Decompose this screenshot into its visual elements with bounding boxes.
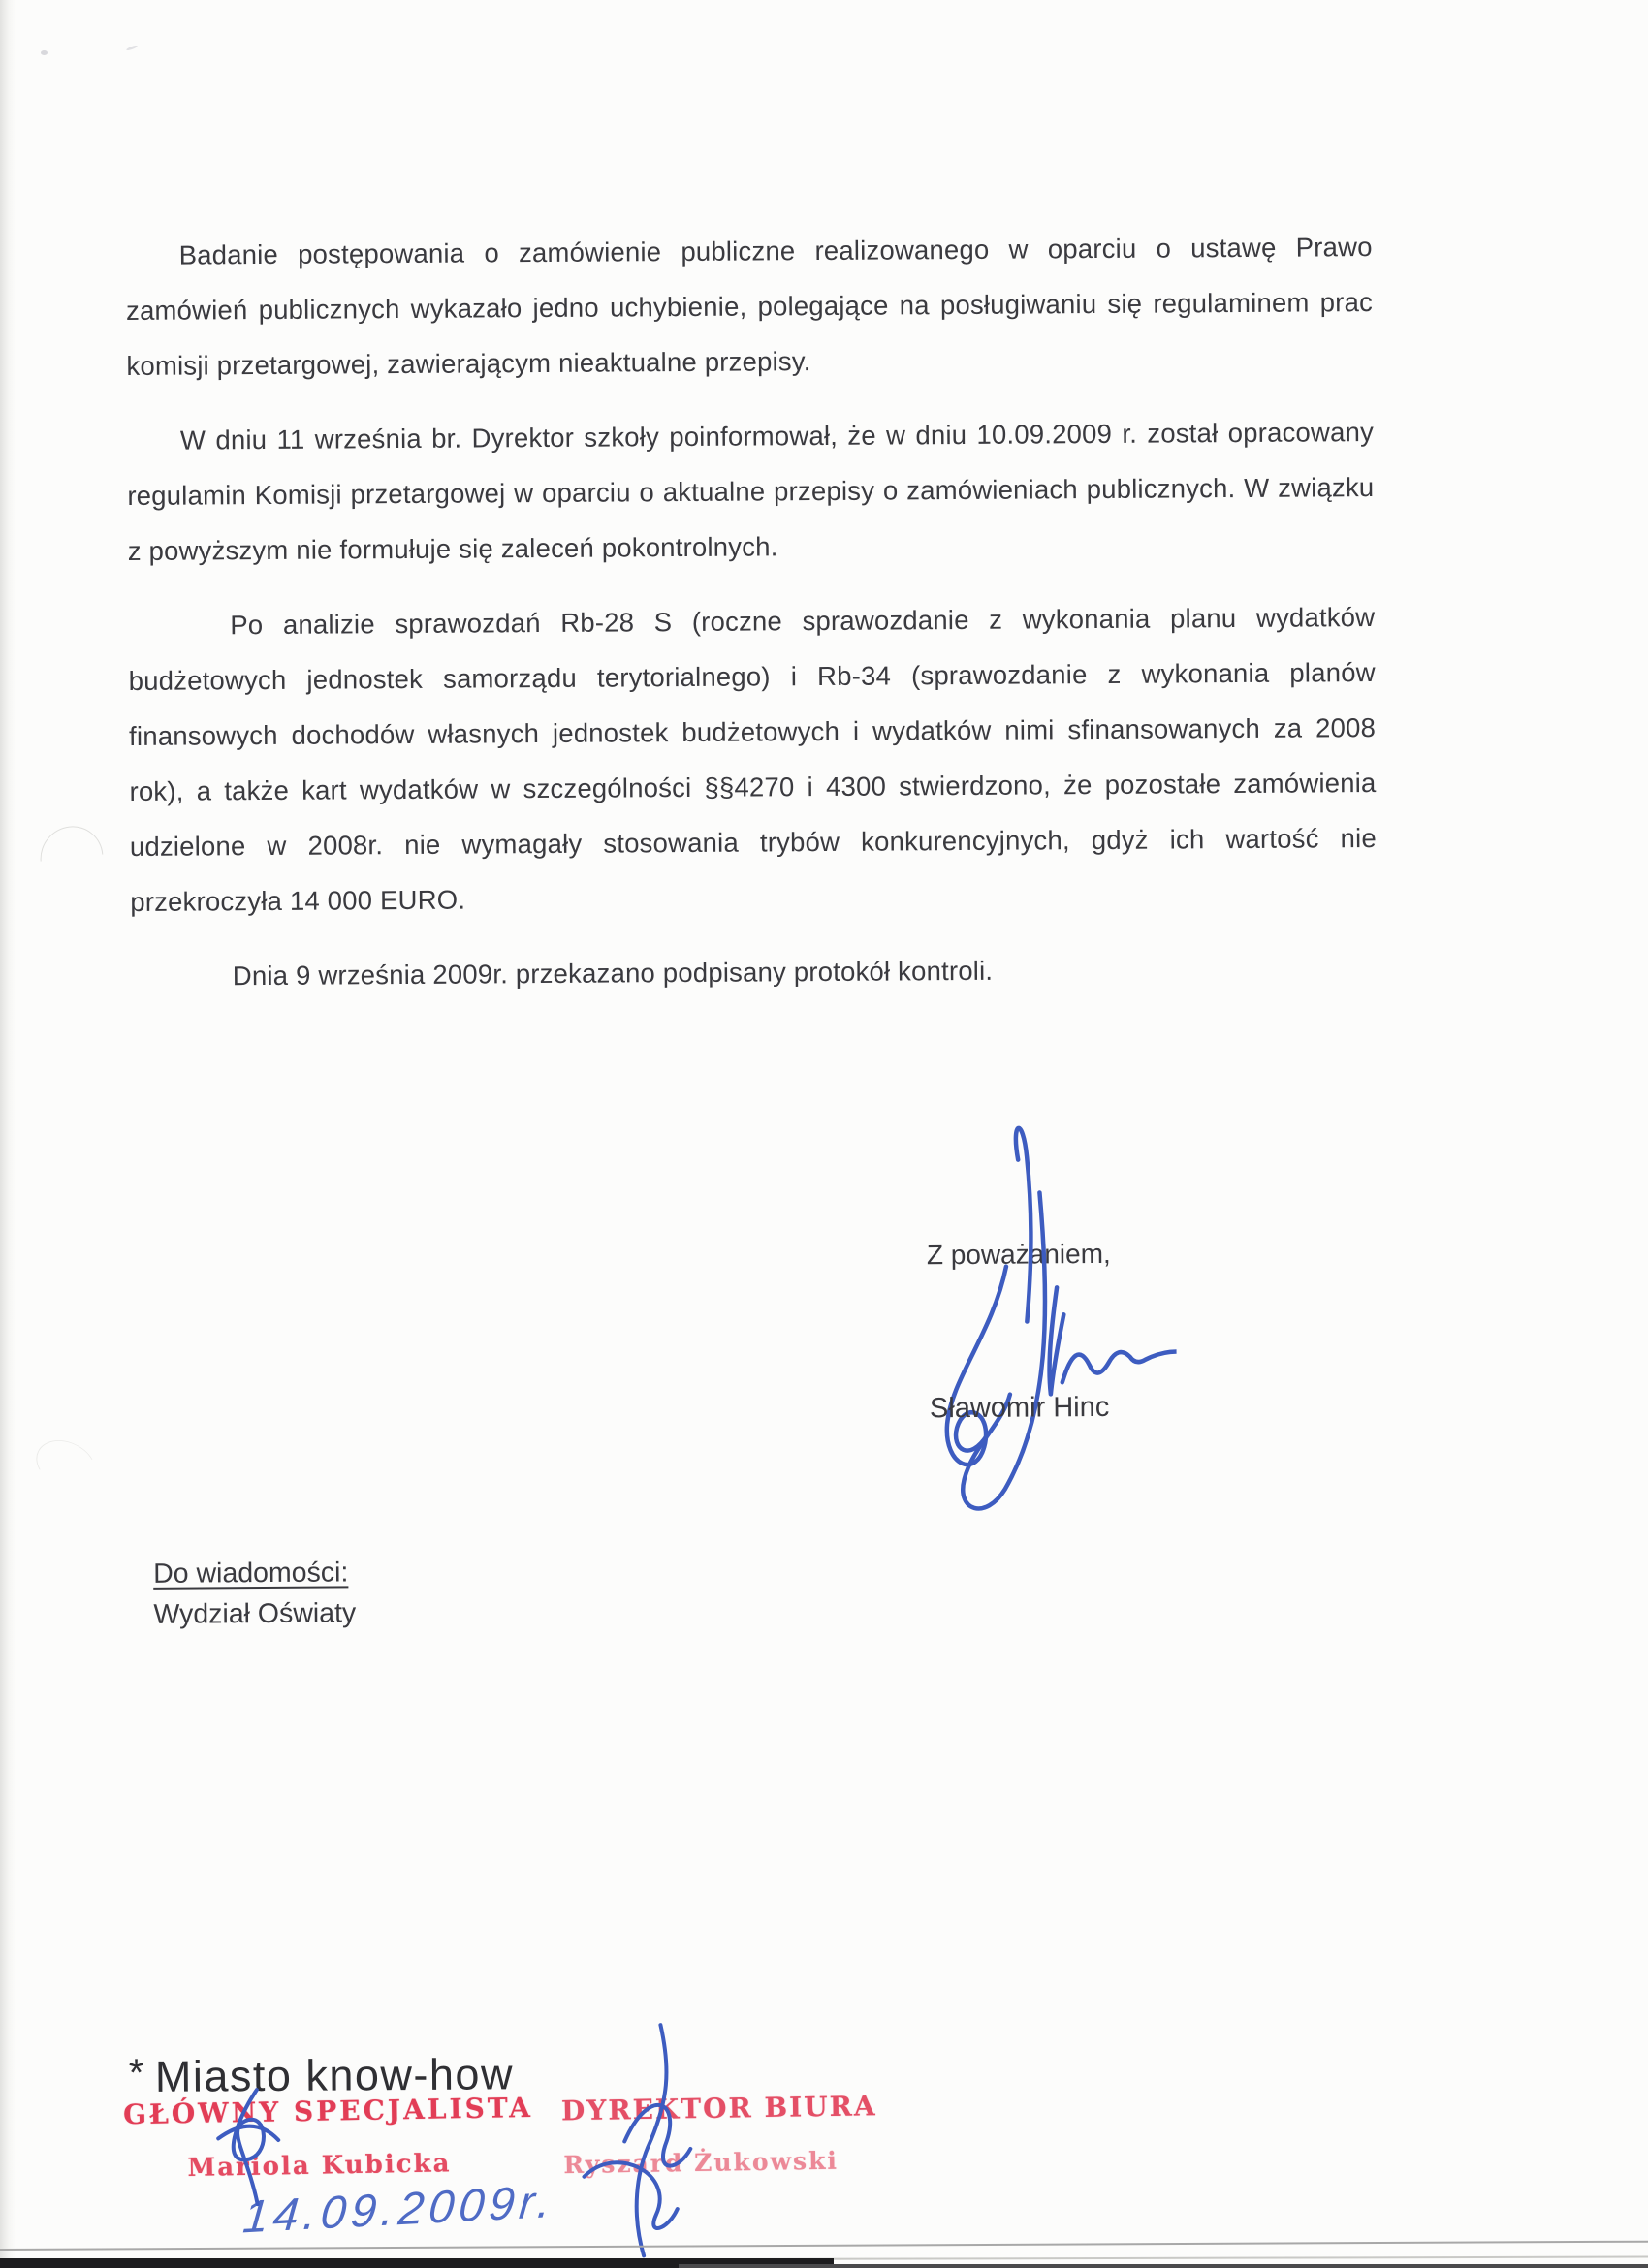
handwritten-date: 14.09.2009r. — [240, 2174, 558, 2243]
body-paragraph-2: W dniu 11 września br. Dyrektor szkoły poinformował, że w dniu 10.09.2009 r. został opracowany regulamin Komisji przetargowej w oparciu o aktualne przepisy o zamówieniach publicznych. W związku z powyższym nie formułuje się zaleceń pokontrolnych. — [127, 417, 1375, 566]
body-paragraph-1: Badanie postępowania o zamówienie publiczne realizowanego w oparciu o ustawę Prawo zamówień publicznych wykazało jedno uchybienie, polegające na posługiwaniu się regulaminem prac komisji przetargowej, zawierającym nieaktualne przepisy. — [125, 232, 1374, 382]
stamp-name-mariola-kubicka: Mariola Kubicka — [187, 2149, 452, 2184]
cc-recipient: Wydział Oświaty — [153, 1597, 357, 1630]
signature-ink-slawomir-hinc — [894, 1102, 1178, 1521]
scan-bottom-band-thin — [679, 2264, 1648, 2268]
stamp-title-dyrektor-biura: DYREKTOR BIURA — [560, 2090, 877, 2127]
asterisk-logo-mark: * — [128, 2051, 145, 2095]
body-paragraph-3: Po analizie sprawozdań Rb-28 S (roczne sprawozdanie z wykonania planu wydatków budżetowych jednostek samorządu terytorialnego) i Rb-34 (sprawozdanie z wykonania planów finansowych dochodów własnych jednostek budżetowych i wydatków nimi sfinansowanych za 2008 rok), a także kart wydatków w szczególności §§4270 i 4300 stwierdzono, że pozostałe zamówienia udzielone w 2008r. nie wymagały stosowania trybów konkurencyjnych, gdyż ich wartość nie przekroczyła 14 000 EURO. — [128, 602, 1377, 917]
cc-heading: Do wiadomości: — [153, 1557, 349, 1590]
body-paragraph-4: Dnia 9 września 2009r. przekazano podpisany protokół kontroli. — [232, 955, 994, 992]
cc-block — [153, 1552, 356, 1634]
signer-name: Sławomir Hinc — [929, 1391, 1110, 1425]
stamp-name-ryszard-zukowski: Ryszard Żukowski — [563, 2146, 840, 2180]
closing-salutation: Z poważaniem, — [926, 1238, 1111, 1271]
letter-body — [125, 219, 1378, 1024]
signature-ink-dyrektor-biura — [571, 2019, 738, 2260]
stamp-title-glowny-specjalista: GŁÓWNY SPECJALISTA — [122, 2091, 534, 2131]
logo-text: Miasto know-how — [154, 2049, 515, 2101]
